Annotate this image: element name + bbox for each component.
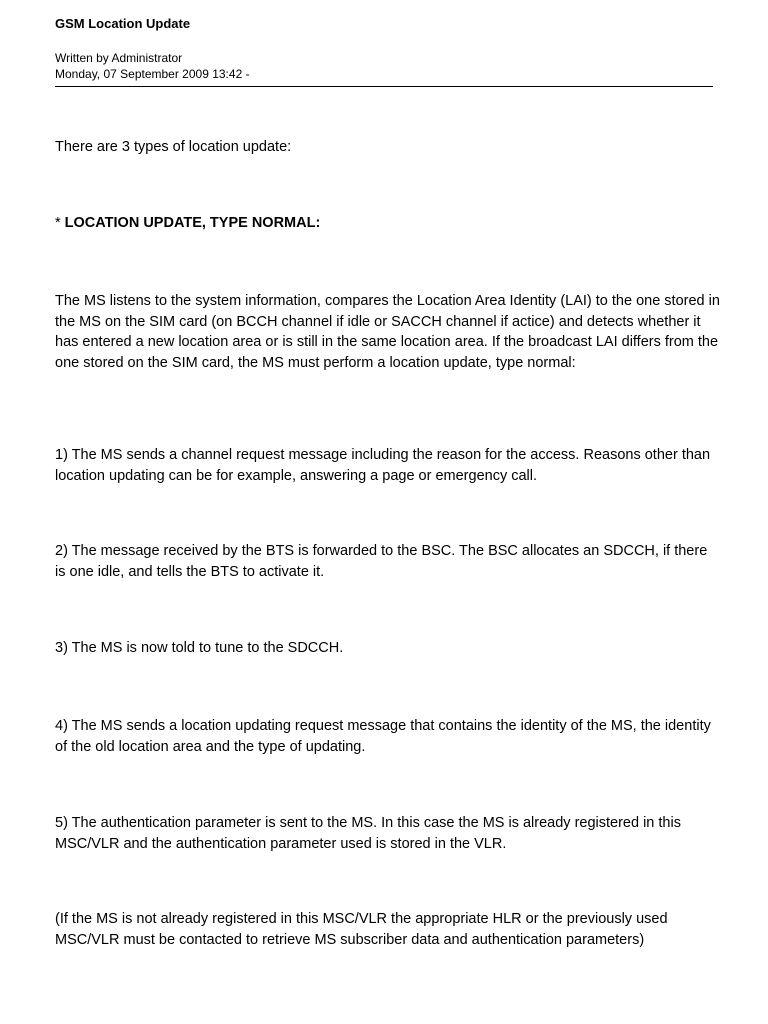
heading-text: LOCATION UPDATE, TYPE NORMAL: [64,215,321,231]
step-2-paragraph: 2) The message received by the BTS is forwarded to the BSC. The BSC allocates an SDCCH, if there is one idle, and tells the BTS to activate it. [55,543,708,580]
document-title: GSM Location Update [55,16,191,31]
step-3-paragraph: 3) The MS is now told to tune to the SDCCH. [55,640,344,656]
author-line: Written by Administrator [55,51,183,65]
heading-bullet: * [55,215,65,231]
document-header [55,16,713,81]
description-paragraph: The MS listens to the system information, compares the Location Area Identity (LAI) to the one stored in the MS on the SIM card (on BCCH channel if idle or SACCH channel if actice) and detects whether it has entered a new location area or is still in the same location area. If the broadcast LAI differs from the one stored on the SIM card, the MS must perform a location update, type normal: [55,293,720,371]
header-divider [55,86,713,87]
section-heading [55,213,720,234]
date-line: Monday, 07 September 2009 13:42 - [55,67,250,81]
note-paragraph: (If the MS is not already registered in this MSC/VLR the appropriate HLR or the previously used MSC/VLR must be contacted to retrieve MS subscriber data and authentication parameters) [55,911,668,948]
step-4-paragraph: 4) The MS sends a location updating request message that contains the identity of the MS, the identity of the old location area and the type of updating. [55,718,711,755]
step-1-paragraph: 1) The MS sends a channel request message including the reason for the access. Reasons other than location updating can be for example, answering a page or emergency call. [55,447,711,484]
intro-paragraph: There are 3 types of location update: [55,139,292,155]
step-5-paragraph: 5) The authentication parameter is sent to the MS. In this case the MS is already registered in this MSC/VLR and the authentication parameter used is stored in the VLR. [55,815,681,852]
